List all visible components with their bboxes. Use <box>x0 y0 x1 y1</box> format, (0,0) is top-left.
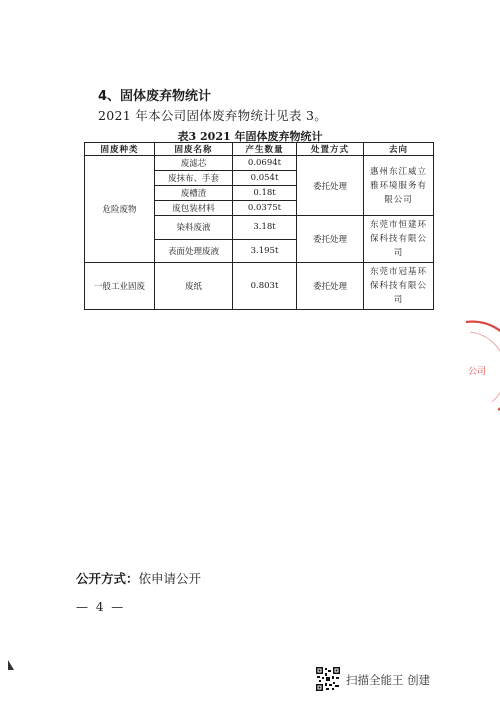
seal-arc <box>466 322 500 410</box>
disclosure-label: 公开方式： <box>76 571 139 586</box>
waste-name-cell: 废槽渣 <box>155 186 233 201</box>
disclosure-method <box>76 569 201 587</box>
table-caption: 表3 2021 年固体废弃物统计 <box>177 130 323 143</box>
section-heading: 4、固体废弃物统计 <box>98 89 212 104</box>
company-seal-stamp <box>458 318 500 418</box>
header-method: 处置方式 <box>297 143 364 156</box>
waste-statistics-table <box>84 142 434 310</box>
category-cell: 一般工业固废 <box>85 263 155 310</box>
method-cell: 委托处理 <box>297 156 364 216</box>
header-category: 固废种类 <box>85 143 155 156</box>
method-cell: 委托处理 <box>297 263 364 310</box>
amount-cell: 3.195t <box>233 239 297 263</box>
scanner-watermark-text: 扫描全能王 创建 <box>346 673 431 687</box>
intro-paragraph: 2021 年本公司固体废弃物统计见表 3。 <box>98 108 328 123</box>
amount-cell: 0.803t <box>233 263 297 310</box>
qr-code-icon <box>316 667 340 691</box>
waste-name-cell: 废包装材料 <box>155 201 233 216</box>
disclosure-value: 依申请公开 <box>138 571 202 586</box>
destination-cell: 惠州东江威立雅环境服务有限公司 <box>364 156 434 216</box>
amount-cell: 0.18t <box>233 186 297 201</box>
header-destination: 去向 <box>364 143 434 156</box>
seal-text: 公司 <box>468 367 487 377</box>
waste-name-cell: 废抹布、手套 <box>155 171 233 186</box>
header-amount: 产生数量 <box>233 143 297 156</box>
destination-cell: 东莞市冠基环保科技有限公司 <box>364 263 434 310</box>
amount-cell: 0.0694t <box>233 156 297 171</box>
header-name: 固废名称 <box>155 143 233 156</box>
waste-name-cell: 染料废液 <box>155 216 233 240</box>
waste-name-cell: 废滤芯 <box>155 156 233 171</box>
table-row <box>85 263 434 310</box>
waste-name-cell: 表面处理废液 <box>155 239 233 263</box>
amount-cell: 0.0375t <box>233 201 297 216</box>
category-cell: 危险废物 <box>85 156 155 263</box>
amount-cell: 0.054t <box>233 171 297 186</box>
scan-corner-mark <box>8 660 14 670</box>
table-header-row <box>85 143 434 156</box>
waste-name-cell: 废纸 <box>155 263 233 310</box>
table-row <box>85 156 434 171</box>
amount-cell: 3.18t <box>233 216 297 240</box>
destination-cell: 东莞市恒建环保科技有限公司 <box>364 216 434 263</box>
method-cell: 委托处理 <box>297 216 364 263</box>
page-number: — 4 — <box>76 600 126 614</box>
